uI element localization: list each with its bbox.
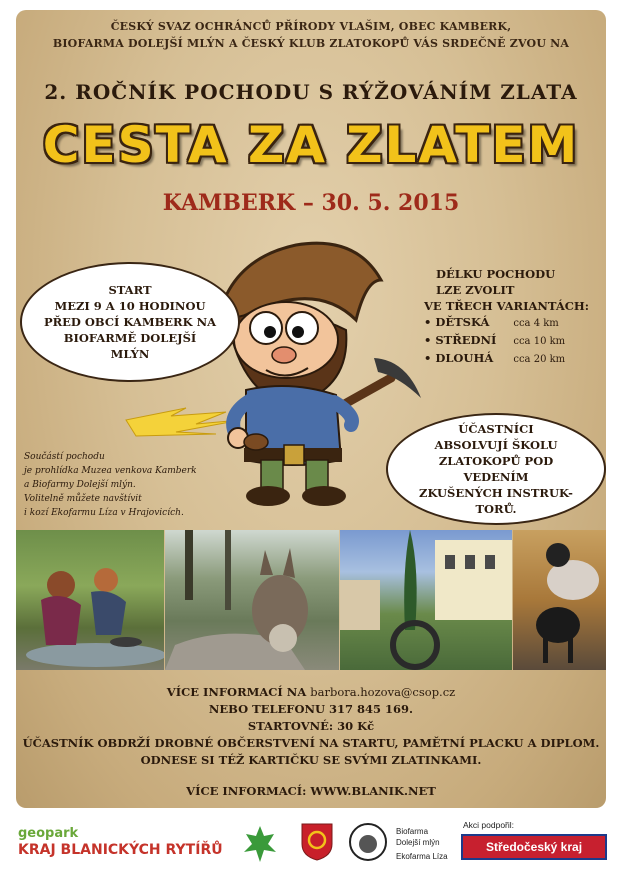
intro-line-2: BIOFARMA DOLEJŠÍ MLÝN A ČESKÝ KLUB ZLATOKOPŮ VÁS SRDEČNĚ ZVOU NA	[52, 37, 570, 50]
website-link[interactable]: VÍCE INFORMACÍ: WWW.BLANIK.NET	[186, 784, 436, 798]
photo-museum	[340, 530, 512, 670]
participant-reward: ÚČASTNÍK OBDRŽÍ DROBNÉ OBČERSTVENÍ NA STARTU, PAMĚTNÍ PLACKU A DIPLOM.	[22, 736, 600, 750]
photo-donkey	[165, 530, 339, 670]
photo-strip	[16, 530, 606, 670]
photo-goats	[513, 530, 606, 670]
start-speech-bubble: START MEZI 9 A 10 HODINOU PŘED OBCÍ KAMBERK NA BIOFARMĚ DOLEJŠÍ MLÝN	[20, 262, 240, 382]
info-block	[16, 684, 606, 769]
event-subtitle: 2. ROČNÍK POCHODU S RÝŽOVÁNÍM ZLATA	[44, 80, 578, 104]
photo-kids-panning	[16, 530, 164, 670]
side-note: Součástí pochodu je prohlídka Muzea venkova Kamberk a Biofarmy Dolejší mlýn. Volitelně můžete navštívit i kozí Ekofarmu Líza v Hrajovicích.	[24, 452, 197, 518]
intro-line-1: ČESKÝ SVAZ OCHRÁNCŮ PŘÍRODY VLAŠIM, OBEC KAMBERK,	[110, 20, 512, 33]
spark-trail-icon	[126, 408, 241, 436]
kamberk-coat-of-arms-icon	[300, 822, 334, 862]
biofarma-label: Biofarma Dolejší mlýn Ekofarma Líza	[396, 827, 448, 861]
contact-phone: NEBO TELEFONU 317 845 169.	[208, 702, 414, 716]
supporter-label: Akci podpořil:	[463, 820, 515, 830]
contact-email-link[interactable]: barbora.hozova@csop.cz	[310, 685, 456, 699]
sponsor-footer	[0, 812, 622, 883]
gold-card-note: ODNESE SI TÉŽ KARTIČKU SE SVÝMI ZLATINKAMI.	[140, 753, 482, 767]
csop-logo-icon	[240, 822, 280, 866]
poster	[16, 10, 606, 808]
gold-bag-icon	[244, 434, 268, 450]
organizers-intro	[16, 18, 606, 52]
variant-item: • DĚTSKÁ cca 4 km	[424, 315, 559, 329]
contact-email-line: VÍCE INFORMACÍ NA barbora.hozova@csop.cz	[166, 685, 456, 699]
gold-club-logo-icon	[348, 822, 388, 862]
variant-item: • DLOUHÁ cca 20 km	[424, 351, 566, 365]
event-date: KAMBERK – 30. 5. 2015	[162, 190, 460, 216]
stredocesky-kraj-logo: Středočeský kraj	[461, 834, 607, 860]
pickaxe-head-icon	[374, 358, 421, 398]
participants-speech-bubble: ÚČASTNÍCI ABSOLVUJÍ ŠKOLU ZLATOKOPŮ POD VEDENÍM ZKUŠENÝCH INSTRUK- TORŮ.	[386, 413, 606, 525]
geopark-logo-bottom: KRAJ BLANICKÝCH RYTÍŘŮ	[18, 842, 223, 858]
event-title: CESTA ZA ZLATEM	[42, 116, 580, 174]
variants-heading: DÉLKU POCHODU LZE ZVOLIT VE TŘECH VARIANTÁCH:	[424, 267, 590, 313]
variant-item: • STŘEDNÍ cca 10 km	[424, 333, 566, 347]
geopark-logo-top: geopark	[18, 826, 79, 841]
entry-fee: STARTOVNÉ: 30 Kč	[247, 719, 375, 733]
route-variants	[424, 266, 602, 368]
